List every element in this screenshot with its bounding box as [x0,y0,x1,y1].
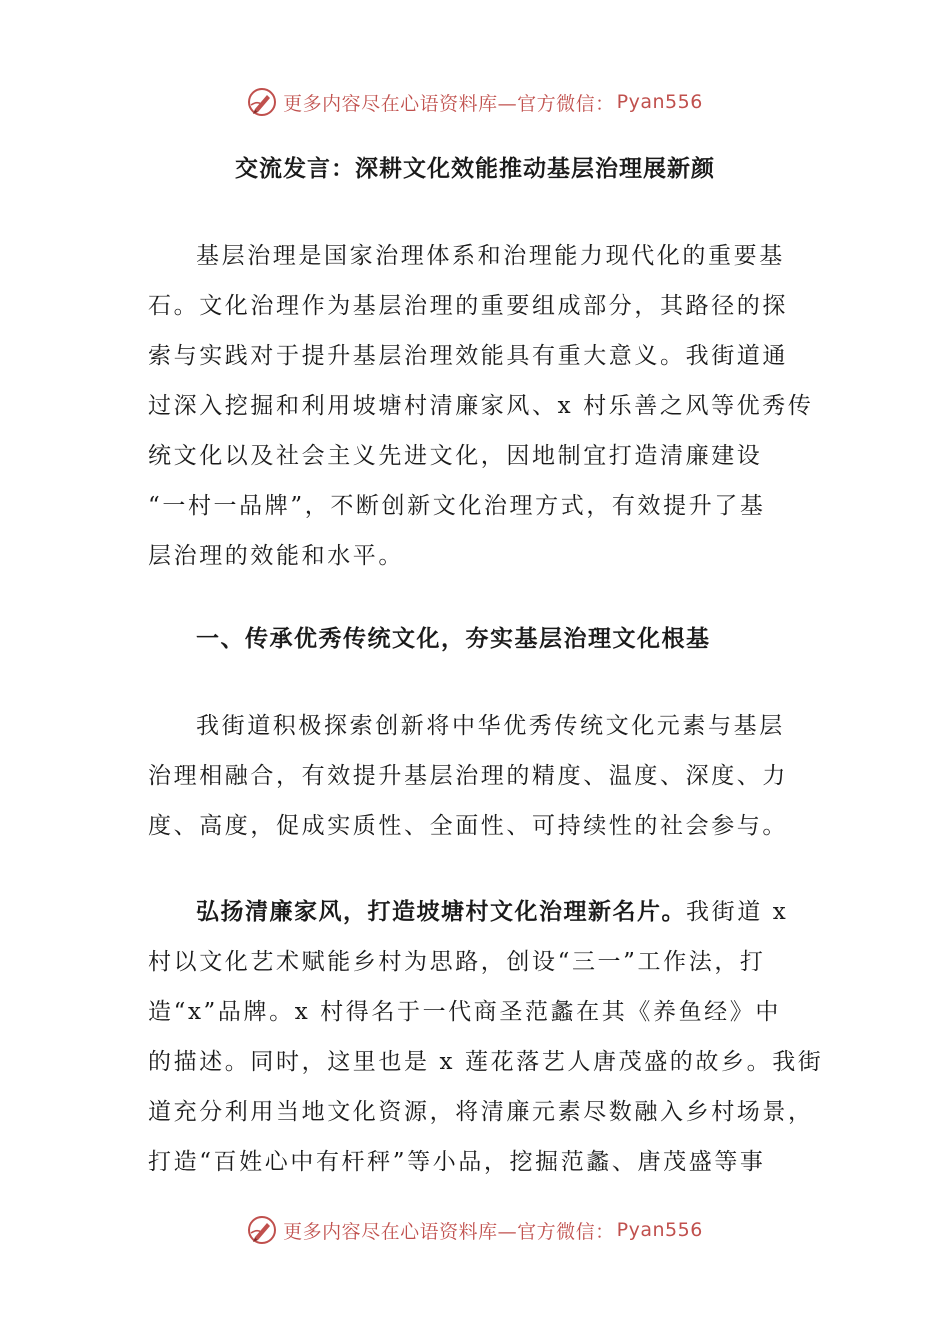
subsection1-paragraph [148,887,824,1187]
intro-line: 过深入挖掘和利用坡塘村清廉家风、x 村乐善之风等优秀传 [148,393,814,419]
intro-line: 石。文化治理作为基层治理的重要组成部分，其路径的探 [148,293,788,319]
subsection1-line: 道充分利用当地文化资源，将清廉元素尽数融入乡村场景， [148,1099,814,1125]
intro-line: 层治理的效能和水平。 [148,543,404,569]
subsection1-line: 的描述。同时，这里也是 x 莲花落艺人唐茂盛的故乡。我街 [148,1049,824,1075]
section1-line: 度、高度，促成实质性、全面性、可持续性的社会参与。 [148,813,788,839]
subsection1-line: 造“x”品牌。x 村得名于一代商圣范蠡在其《养鱼经》中 [148,999,781,1025]
subsection1-line: 村以文化艺术赋能乡村为思路，创设“三一”工作法，打 [148,949,766,975]
banner-wechat-id: Pyan556 [616,91,703,113]
banner-text: 更多内容尽在心语资料库—官方微信： [283,92,615,115]
banner-wechat-id: Pyan556 [616,1219,703,1241]
pen-logo-icon [247,1215,277,1245]
subsection1-first-rest: 我街道 x [686,899,789,925]
section1-line: 治理相融合，有效提升基层治理的精度、温度、深度、力 [148,763,788,789]
subsection1-first-line [148,887,808,937]
footer-watermark-banner [0,1210,950,1250]
pen-logo-icon [247,87,277,117]
section1-paragraph [148,701,808,851]
intro-line: “一村一品牌”，不断创新文化治理方式，有效提升了基 [148,493,766,519]
section-heading: 一、传承优秀传统文化，夯实基层治理文化根基 [196,626,711,652]
intro-paragraph [148,231,814,581]
section1-line: 我街道积极探索创新将中华优秀传统文化元素与基层 [196,713,785,739]
document-title: 交流发言：深耕文化效能推动基层治理展新颜 [235,156,715,182]
header-watermark-banner [0,82,950,122]
banner-text: 更多内容尽在心语资料库—官方微信： [283,1220,615,1243]
subsection1-line: 打造“百姓心中有杆秤”等小品，挖掘范蠡、唐茂盛等事 [148,1149,766,1175]
intro-line: 索与实践对于提升基层治理效能具有重大意义。我街道通 [148,343,788,369]
subsection1-lead: 弘扬清廉家风，打造坡塘村文化治理新名片。 [196,899,686,925]
intro-line: 基层治理是国家治理体系和治理能力现代化的重要基 [196,243,785,269]
intro-line: 统文化以及社会主义先进文化，因地制宜打造清廉建设 [148,443,763,469]
